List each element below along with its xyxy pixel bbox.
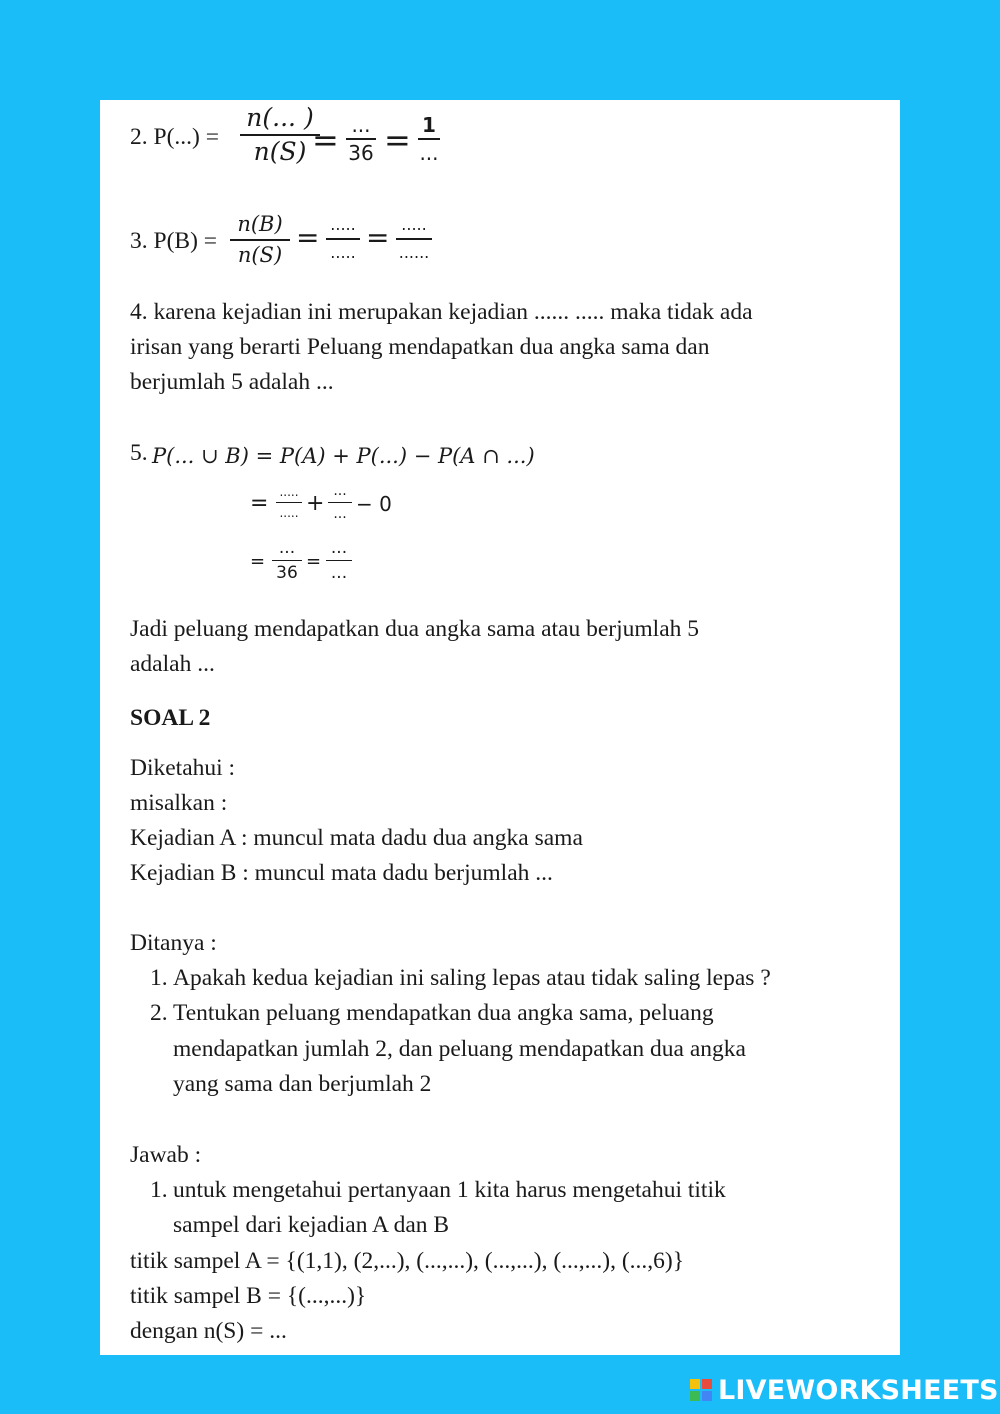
item2-frac1-denominator: n(S)	[253, 137, 307, 166]
item5-formula: P(... ∪ B) = P(A) + P(...) − P(A ∩ ...)	[152, 444, 535, 468]
logo-square	[690, 1379, 700, 1389]
sample-space-line: titik sampel B = {(...,...)}	[130, 1283, 367, 1309]
fraction-bar	[326, 560, 352, 561]
fraction-bar	[240, 134, 320, 136]
fraction-bar	[230, 239, 290, 241]
brand-name: LIVEWORKSHEETS	[718, 1374, 999, 1406]
known-line: misalkan :	[130, 790, 228, 816]
logo-square	[702, 1391, 712, 1401]
fraction-bar	[396, 238, 432, 240]
item3-fraction-1	[230, 212, 290, 268]
item3-frac1-numerator: n(B)	[237, 212, 283, 236]
item3-label: 3. P(B) =	[130, 228, 218, 254]
item2-fraction-3	[418, 114, 440, 164]
fraction-bar	[272, 560, 302, 561]
answer-label: Jawab :	[130, 1142, 202, 1168]
list-number: 1.	[150, 965, 168, 991]
item2-frac3-denominator: ...	[419, 141, 439, 165]
list-item: untuk mengetahui pertanyaan 1 kita harus mengetahui titik	[173, 1177, 726, 1203]
item3-frac3-denominator: ......	[398, 243, 430, 262]
item5-row2-frac1-numerator: .....	[279, 485, 299, 499]
item5-row2-fraction-1	[276, 484, 302, 521]
item3-frac3-numerator: .....	[401, 215, 427, 234]
sample-space-line: titik sampel A = {(1,1), (2,...), (...,...), (...,...), (...,...), (...,6)}	[130, 1248, 685, 1274]
fraction-bar	[346, 138, 376, 140]
liveworksheets-logo	[690, 1372, 999, 1408]
sample-space-line: dengan n(S) = ...	[130, 1318, 287, 1344]
equals-sign: =	[250, 551, 266, 572]
item5-row3-frac2-numerator: ...	[330, 538, 348, 558]
item5-row3-fraction-2	[326, 538, 352, 583]
item2-frac2-denominator: 36	[348, 141, 374, 165]
item5-row2-fraction-2	[328, 482, 352, 523]
item3-fraction-3	[396, 214, 432, 264]
equals-sign: =	[306, 551, 322, 572]
item2-fraction-1	[240, 104, 320, 166]
item5-row3-fraction-1	[272, 538, 302, 583]
item4-line: 4. karena kejadian ini merupakan kejadian ...... ..... maka tidak ada	[130, 299, 753, 325]
item3-frac2-numerator: .....	[330, 215, 356, 234]
list-item: sampel dari kejadian A dan B	[173, 1212, 450, 1238]
item3-frac2-denominator: .....	[330, 243, 356, 262]
item3-fraction-2	[326, 214, 360, 264]
item5-row2-frac2-denominator: ...	[333, 506, 347, 522]
known-line: Kejadian A : muncul mata dadu dua angka sama	[130, 825, 583, 851]
item5-row3-frac1-numerator: ...	[278, 538, 296, 558]
fraction-bar	[326, 238, 360, 240]
equals-sign: =	[296, 221, 320, 254]
item5-number: 5.	[130, 440, 148, 466]
fraction-bar	[276, 502, 302, 503]
equals-sign: =	[250, 491, 269, 516]
list-number: 1.	[150, 1177, 168, 1203]
equals-sign: =	[366, 221, 390, 254]
list-item: yang sama dan berjumlah 2	[173, 1071, 432, 1097]
known-line: Diketahui :	[130, 755, 236, 781]
fraction-bar	[418, 138, 440, 140]
equals-sign: =	[312, 121, 339, 159]
list-item: mendapatkan jumlah 2, dan peluang mendapatkan dua angka	[173, 1036, 746, 1062]
equals-sign: =	[384, 121, 411, 159]
item2-frac1-numerator: n(... )	[246, 103, 314, 132]
list-item: Apakah kedua kejadian ini saling lepas atau tidak saling lepas ?	[173, 965, 771, 991]
plus-sign: +	[306, 491, 325, 516]
logo-mark-icon	[690, 1379, 712, 1401]
item3-frac1-denominator: n(S)	[237, 243, 283, 267]
list-number: 2.	[150, 1000, 168, 1026]
list-item: Tentukan peluang mendapatkan dua angka sama, peluang	[173, 1000, 714, 1026]
item2-label: 2. P(...) =	[130, 124, 219, 150]
item2-frac3-numerator: 1	[422, 113, 436, 137]
item2-frac2-numerator: ...	[351, 113, 371, 137]
conclusion-line: Jadi peluang mendapatkan dua angka sama atau berjumlah 5	[130, 616, 700, 642]
item5-row2-frac2-numerator: ...	[333, 483, 347, 499]
item5-row3-frac2-denominator: ...	[330, 563, 348, 583]
section-heading: SOAL 2	[130, 705, 211, 731]
item2-fraction-2	[346, 114, 376, 164]
worksheet-page	[100, 100, 900, 1355]
item5-row2-frac1-denominator: .....	[279, 506, 299, 520]
fraction-bar	[328, 502, 352, 503]
minus-zero: − 0	[356, 492, 392, 516]
item5-row3-frac1-denominator: 36	[276, 563, 298, 583]
logo-square	[702, 1379, 712, 1389]
known-line: Kejadian B : muncul mata dadu berjumlah ...	[130, 860, 553, 886]
logo-square	[690, 1391, 700, 1401]
item4-line: irisan yang berarti Peluang mendapatkan dua angka sama dan	[130, 334, 710, 360]
asked-label: Ditanya :	[130, 930, 217, 956]
conclusion-line: adalah ...	[130, 651, 215, 677]
item4-line: berjumlah 5 adalah ...	[130, 369, 334, 395]
